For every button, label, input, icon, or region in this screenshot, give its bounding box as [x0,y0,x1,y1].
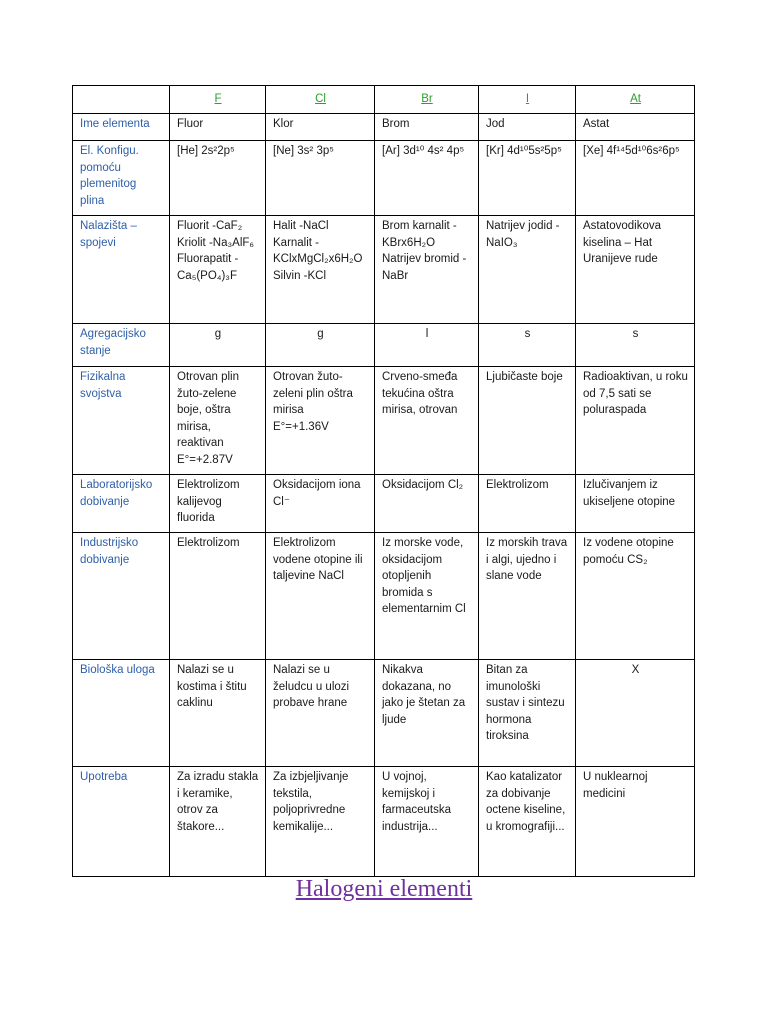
row-header: Ime elementa [73,114,170,141]
table-cell: X [576,660,695,767]
row-header: Biološka uloga [73,660,170,767]
table-cell [266,367,375,475]
row-header: El. Konfigu. pomoću plemenitog plina [73,141,170,216]
cell-text: Otrovan žuto-zeleni plin oštra mirisa E°=+1.36V [273,371,353,433]
table-cell: U vojnoj, kemijskoj i farmaceutska industrija... [375,767,479,877]
table-cell: s [479,324,576,367]
table-cell: Oksidacijom Cl₂ [375,475,479,533]
table-row [73,114,695,141]
table-row [73,533,695,660]
table-cell: Nikakva dokazana, no jako je štetan za ljude [375,660,479,767]
symbol-cell [375,86,479,114]
table-cell: Iz morske vode, oksidacijom otopljenih bromida s elementarnim Cl [375,533,479,660]
cell-text: Ljubičaste boje [486,371,563,383]
table-cell: Elektrolizom [170,533,266,660]
table-cell: Bitan za imunološki sustav i sintezu hormona tiroksina [479,660,576,767]
row-header: Industrijsko dobivanje [73,533,170,660]
table-cell: Brom [375,114,479,141]
table-cell [266,216,375,324]
corner-cell [73,86,170,114]
page-title: Halogeni elementi [295,876,473,902]
cell-text: Natrijev jodid -NaIO₃ [486,220,560,249]
row-header: Upotreba [73,767,170,877]
table-cell: [Kr] 4d¹⁰5s²5p⁵ [479,141,576,216]
table-row [73,216,695,324]
cell-text: Otrovan plin žuto-zelene boje, oštra mirisa, reaktivan E°=+2.87V [177,371,240,466]
symbol-cell [266,86,375,114]
symbol-link-cl[interactable]: Cl [315,93,326,106]
table-cell: [Ar] 3d¹⁰ 4s² 4p⁵ [375,141,479,216]
table-cell: g [170,324,266,367]
table-cell: Izlučivanjem iz ukiseljene otopine [576,475,695,533]
table-cell [170,367,266,475]
table-cell: Elektrolizom vodene otopine ili taljevine NaCl [266,533,375,660]
table-cell: Iz morskih trava i algi, ujedno i slane vode [479,533,576,660]
table-cell [479,216,576,324]
table-cell: [Xe] 4f¹⁴5d¹⁰6s²6p⁵ [576,141,695,216]
cell-text: Halit -NaCl Karnalit - KClxMgCl₂x6H₂O Silvin -KCl [273,220,363,282]
cell-text: Crveno-smeđa tekućina oštra mirisa, otrovan [382,371,458,416]
table-cell: U nuklearnoj medicini [576,767,695,877]
table-cell: Oksidacijom iona Cl⁻ [266,475,375,533]
table-cell: Za izbjeljivanje tekstila, poljoprivredne kemikalije... [266,767,375,877]
table-row [73,767,695,877]
symbol-link-br[interactable]: Br [421,93,433,106]
table-row [73,475,695,533]
table-row [73,367,695,475]
row-header: Nalazišta – spojevi [73,216,170,324]
row-header: Agregacijsko stanje [73,324,170,367]
symbol-link-i[interactable]: I [525,93,530,106]
cell-text: Brom karnalit -KBrx6H₂O Natrijev bromid -NaBr [382,220,467,282]
table-cell: Nalazi se u želudcu u ulozi probave hrane [266,660,375,767]
cell-text: Fluorit -CaF₂ Kriolit -Na₃AlF₆ Fluorapatit -Ca₅(PO₄)₃F [177,220,255,282]
table-cell: Fluor [170,114,266,141]
table-cell: [He] 2s²2p⁵ [170,141,266,216]
table-row [73,324,695,367]
table-cell: Jod [479,114,576,141]
table-cell [576,367,695,475]
symbol-cell [479,86,576,114]
table-cell: Nalazi se u kostima i štitu caklinu [170,660,266,767]
table-cell: s [576,324,695,367]
symbol-link-at[interactable]: At [630,93,641,106]
table-cell: l [375,324,479,367]
symbol-header-row [73,86,695,114]
table-cell: g [266,324,375,367]
table-row [73,660,695,767]
cell-text: Astatovodikova kiselina – Hat Uranijeve rude [583,220,661,265]
table-cell: Klor [266,114,375,141]
symbol-cell [576,86,695,114]
halogen-table [72,85,695,877]
table-cell [479,367,576,475]
row-header: Laboratorijsko dobivanje [73,475,170,533]
table-cell: [Ne] 3s² 3p⁵ [266,141,375,216]
table-cell: Kao katalizator za dobivanje octene kiseline, u kromografiji... [479,767,576,877]
table-cell [375,367,479,475]
table-cell: Elektrolizom kalijevog fluorida [170,475,266,533]
table-cell [375,216,479,324]
table-cell [576,216,695,324]
table-cell: Za izradu stakla i keramike, otrov za štakore... [170,767,266,877]
table-row [73,141,695,216]
symbol-link-f[interactable]: F [214,93,222,106]
table-cell: Elektrolizom [479,475,576,533]
table-cell [170,216,266,324]
cell-text: Radioaktivan, u roku od 7,5 sati se poluraspada [583,371,688,416]
table-cell: Iz vodene otopine pomoću CS₂ [576,533,695,660]
row-header: Fizikalna svojstva [73,367,170,475]
table-cell: Astat [576,114,695,141]
symbol-cell [170,86,266,114]
